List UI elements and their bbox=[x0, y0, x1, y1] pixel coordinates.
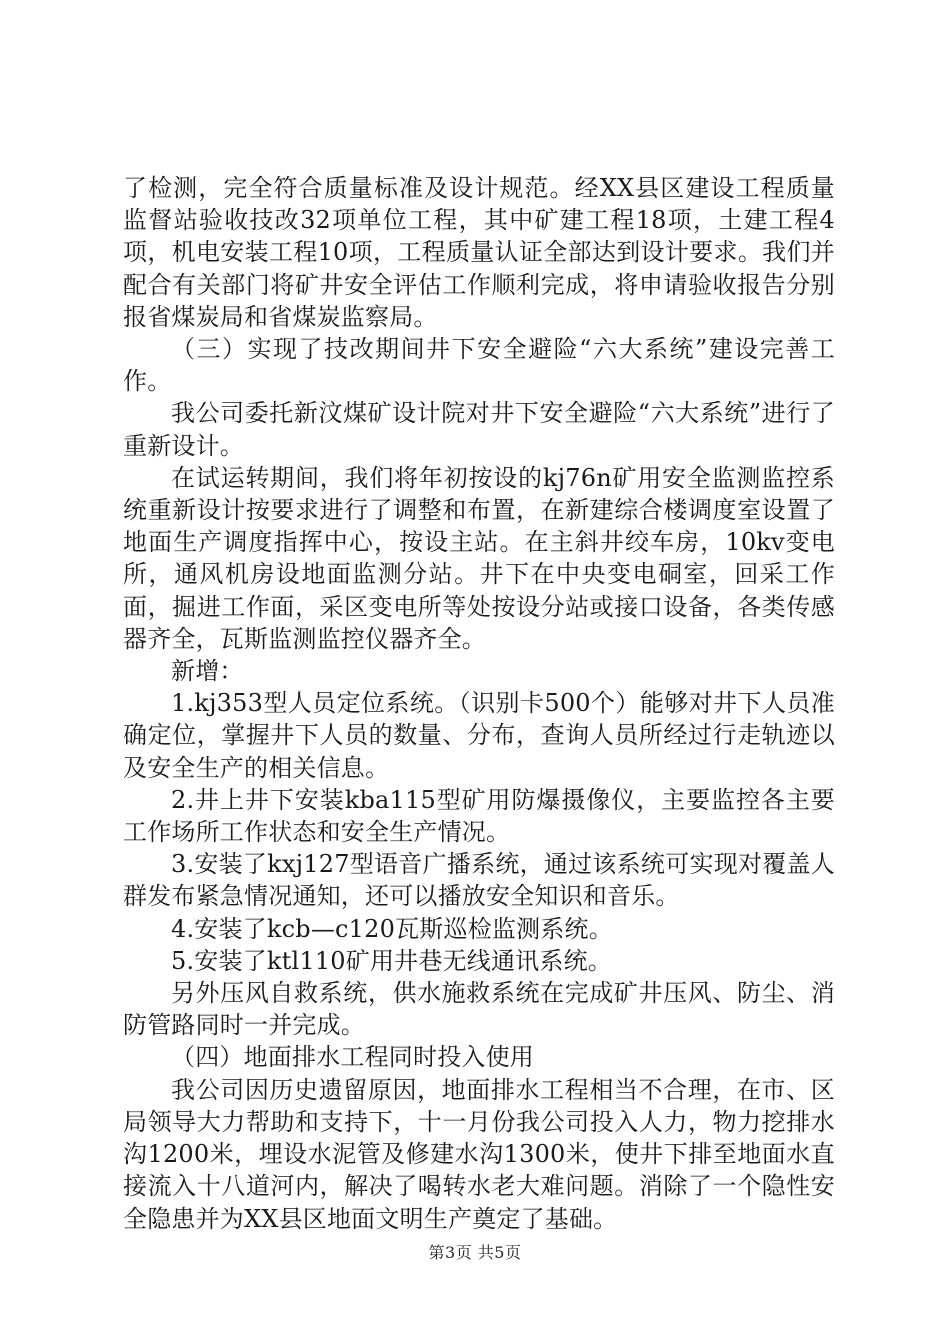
paragraph: 我公司委托新汶煤矿设计院对井下安全避险“六大系统”进行了重新设计。 bbox=[123, 399, 835, 460]
section-heading-4: （四）地面排水工程同时投入使用 bbox=[171, 1043, 534, 1072]
list-item: 3.安装了kxj127型语音广播系统，通过该系统可实现对覆盖人群发布紧急情况通知，还可以播放安全知识和音乐。 bbox=[123, 850, 835, 911]
paragraph: 新增： bbox=[171, 657, 244, 686]
paragraph: 我公司因历史遗留原因，地面排水工程相当不合理，在市、区局领导大力帮助和支持下，十一月份我公司投入人力，物力挖排水沟1200米，埋设水泥管及修建水沟1300米，使井下排至地面水直接流入十八道河内，解决了喝转水老大难问题。消除了一个隐性安全隐患并为XX县区地面文明生产奠定了基础。 bbox=[123, 1075, 835, 1233]
list-item: 5.安装了ktl110矿用井巷无线通讯系统。 bbox=[171, 946, 612, 975]
paragraph: 在试运转期间，我们将年初按设的kj76n矿用安全监测监控系统重新设计按要求进行了调整和布置，在新建综合楼调度室设置了地面生产调度指挥中心，按设主站。在主斜井绞车房，10kv变电所，通风机房设地面监测分站。井下在中央变电硐室，回采工作面，掘进工作面，采区变电所等处按设分站或接口设备，各类传感器齐全，瓦斯监测监控仪器齐全。 bbox=[123, 463, 835, 653]
paragraph: 另外压风自救系统，供水施救系统在完成矿井压风、防尘、消防管路同时一并完成。 bbox=[123, 979, 835, 1040]
list-item: 2.井上井下安装kba115型矿用防爆摄像仪，主要监控各主要工作场所工作状态和安全生产情况。 bbox=[123, 785, 835, 847]
list-item: 1.kj353型人员定位系统。（识别卡500个）能够对井下人员准确定位，掌握井下人员的数量、分布，查询人员所经过行走轨迹以及安全生产的相关信息。 bbox=[123, 689, 835, 782]
paragraph: 了检测，完全符合质量标准及设计规范。经XX县区建设工程质量监督站验收技改32项单位工程，其中矿建工程18项，土建工程4项，机电安装工程10项，工程质量认证全部达到设计要求。我们并配合有关部门将矿井安全评估工作顺利完成，将申请验收报告分别报省煤炭局和省煤炭监察局。 bbox=[123, 174, 835, 331]
page-footer: 第3页 共5页 bbox=[428, 1243, 522, 1262]
list-item: 4.安装了kcb—c120瓦斯巡检监测系统。 bbox=[171, 914, 613, 943]
section-heading-3: （三）实现了技改期间井下安全避险“六大系统”建设完善工作。 bbox=[123, 335, 835, 396]
document-body bbox=[123, 172, 835, 1235]
